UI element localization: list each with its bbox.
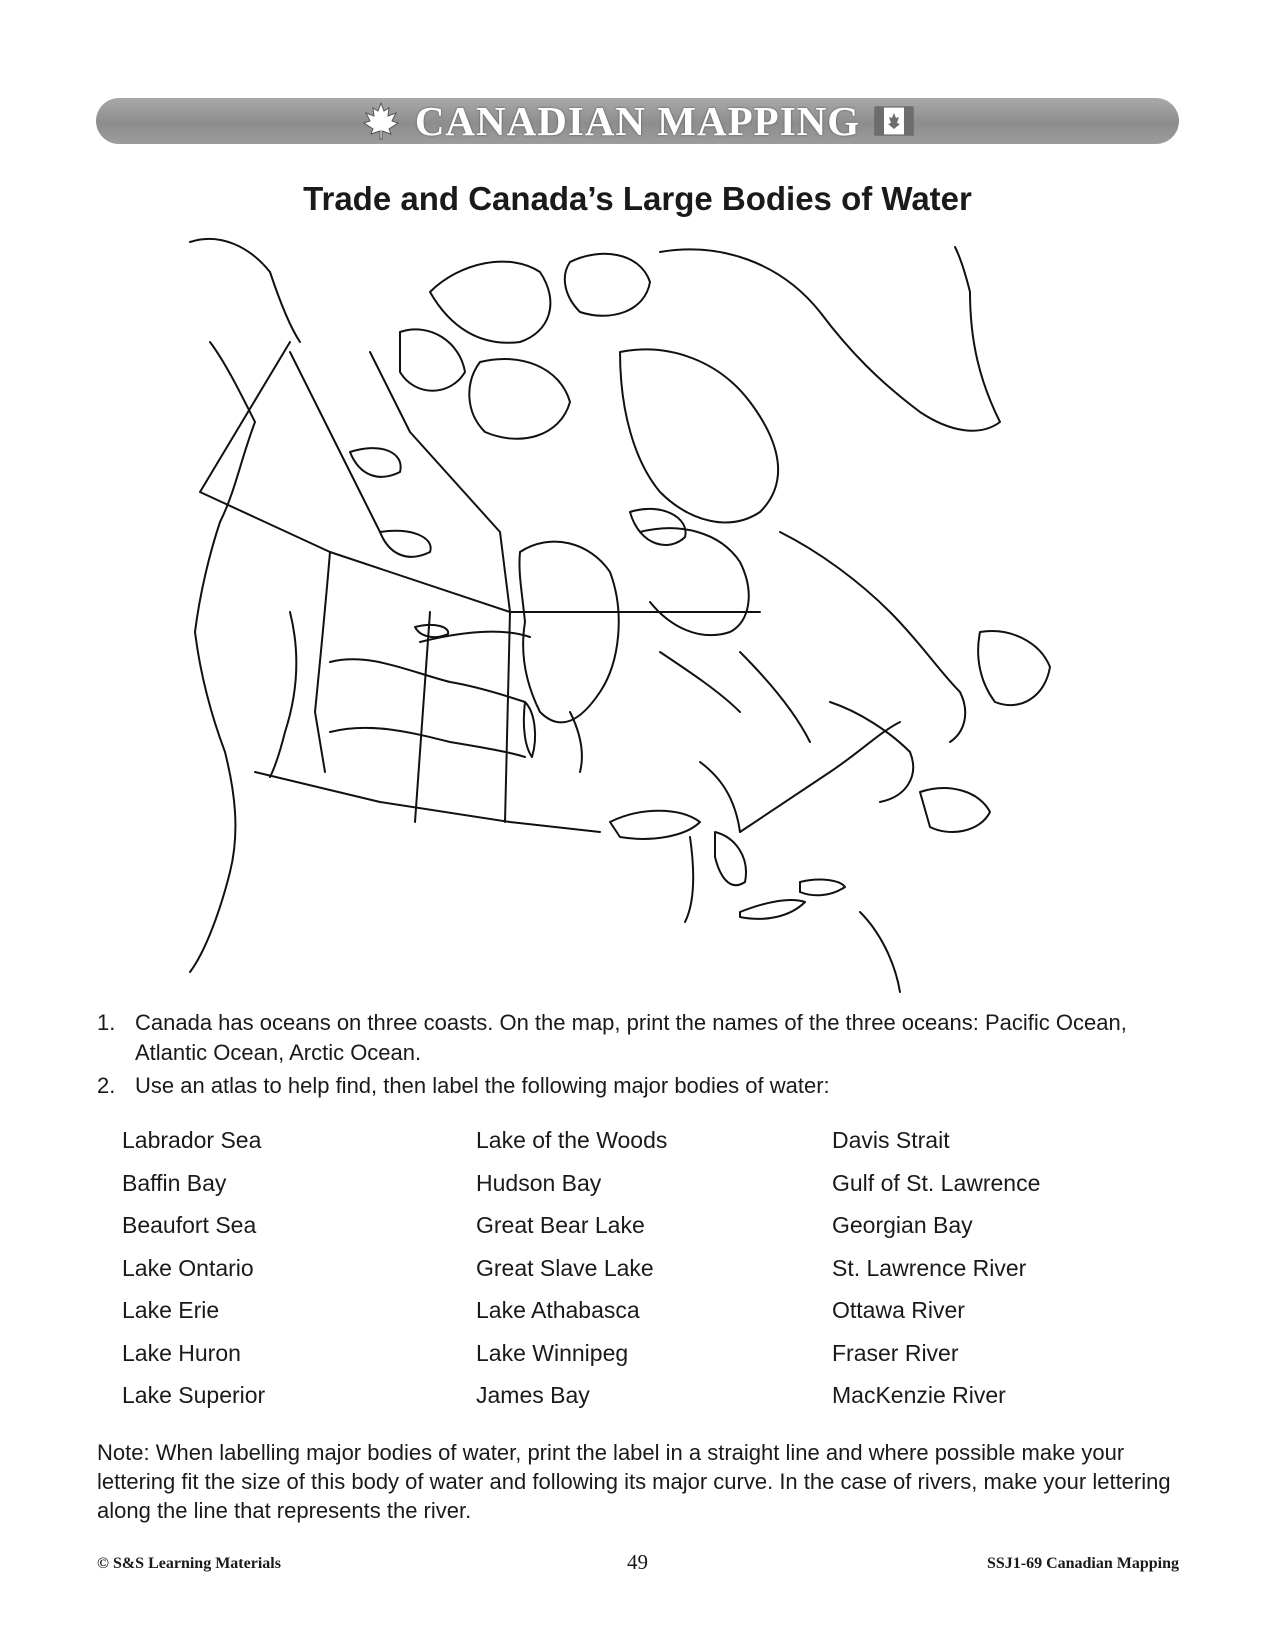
east-coast-us	[860, 912, 900, 992]
list-item: Lake Ontario	[122, 1254, 254, 1281]
water-bodies-column-3	[832, 1125, 1040, 1423]
lake-athabasca	[415, 625, 448, 637]
quebec-river-1	[660, 652, 740, 712]
list-item: James Bay	[476, 1382, 590, 1408]
victoria-island	[469, 359, 570, 439]
title-banner	[96, 98, 1179, 144]
list-item: Great Slave Lake	[476, 1254, 654, 1281]
canada-flag-icon	[874, 106, 914, 136]
arctic-island-2	[565, 254, 650, 316]
canada-outline-map	[180, 232, 1140, 1002]
list-item: Baffin Bay	[122, 1169, 227, 1196]
newfoundland	[978, 631, 1050, 705]
list-item: Lake Superior	[122, 1382, 266, 1408]
arctic-island-3	[400, 329, 465, 390]
baffin-island	[620, 349, 778, 522]
list-item: Fraser River	[832, 1339, 959, 1366]
prairie-river-1	[330, 659, 525, 702]
list-item: Lake Huron	[122, 1339, 241, 1366]
lake-erie	[740, 900, 805, 919]
alaska-coast	[190, 239, 300, 342]
footer-copyright: © S&S Learning Materials	[97, 1555, 281, 1572]
pacific-coast	[190, 342, 255, 972]
list-item: Davis Strait	[832, 1127, 950, 1153]
great-slave-lake	[380, 531, 431, 557]
question-number: 1.	[97, 1010, 116, 1035]
great-bear-lake	[350, 448, 401, 477]
banner-title: CANADIAN MAPPING	[414, 98, 861, 144]
page-number: 49	[627, 1550, 648, 1574]
st-lawrence-river	[740, 722, 900, 832]
nova-scotia	[920, 788, 990, 832]
labrador-coast	[780, 532, 965, 742]
footer-book-code: SSJ1-69 Canadian Mapping	[986, 1555, 1179, 1572]
list-item: Lake of the Woods	[476, 1127, 668, 1153]
greenland-coast	[660, 247, 1000, 431]
maple-leaf-icon	[361, 101, 401, 141]
hudson-bay	[519, 542, 618, 723]
list-item: Lake Erie	[122, 1297, 220, 1323]
arctic-island-1	[430, 262, 550, 343]
lake-superior	[610, 811, 700, 839]
sask-manitoba-border	[505, 612, 510, 822]
list-item: Beaufort Sea	[122, 1212, 257, 1238]
list-item: MacKenzie River	[832, 1382, 1006, 1408]
list-item: Labrador Sea	[122, 1127, 262, 1153]
list-item: Lake Athabasca	[476, 1297, 640, 1323]
list-item: Georgian Bay	[832, 1212, 973, 1238]
list-item: Ottawa River	[832, 1297, 965, 1323]
mackenzie-river	[290, 352, 380, 532]
question-number: 2.	[97, 1073, 116, 1098]
ottawa-river	[700, 762, 740, 832]
yukon-border	[200, 342, 760, 612]
water-bodies-column-2	[476, 1125, 667, 1423]
lake-ontario	[800, 880, 845, 896]
list-item: Gulf of St. Lawrence	[832, 1169, 1041, 1196]
labelling-note: Note: When labelling major bodies of water, print the label in a straight line and where possible make your lettering fit the size of this body of water and following its major curve. In the case of rivers, make your lettering along the line that represents the river.	[97, 1440, 1171, 1523]
lake-michigan	[685, 837, 693, 922]
water-bodies-column-1	[122, 1125, 265, 1423]
southern-border	[255, 772, 600, 832]
list-item: St. Lawrence River	[832, 1254, 1027, 1281]
fraser-river	[270, 612, 296, 777]
alberta-sask-border	[415, 612, 430, 822]
quebec-river-2	[740, 652, 810, 742]
prairie-river-2	[330, 728, 525, 757]
lake-huron	[715, 832, 746, 885]
bc-alberta-border	[315, 552, 330, 772]
gulf-coast	[830, 702, 913, 802]
question-text: Canada has oceans on three coasts. On the map, print the names of the three oceans: Pacific Ocean, Atlantic Ocean, Arctic Ocean.	[135, 1010, 1127, 1065]
southampton-island	[630, 509, 686, 545]
list-item: Lake Winnipeg	[476, 1339, 629, 1366]
page-subtitle: Trade and Canada’s Large Bodies of Water	[303, 180, 972, 217]
question-text: Use an atlas to help find, then label the following major bodies of water:	[135, 1073, 830, 1098]
list-item: Great Bear Lake	[476, 1212, 645, 1238]
lake-winnipeg	[524, 702, 535, 757]
list-item: Hudson Bay	[476, 1169, 602, 1196]
